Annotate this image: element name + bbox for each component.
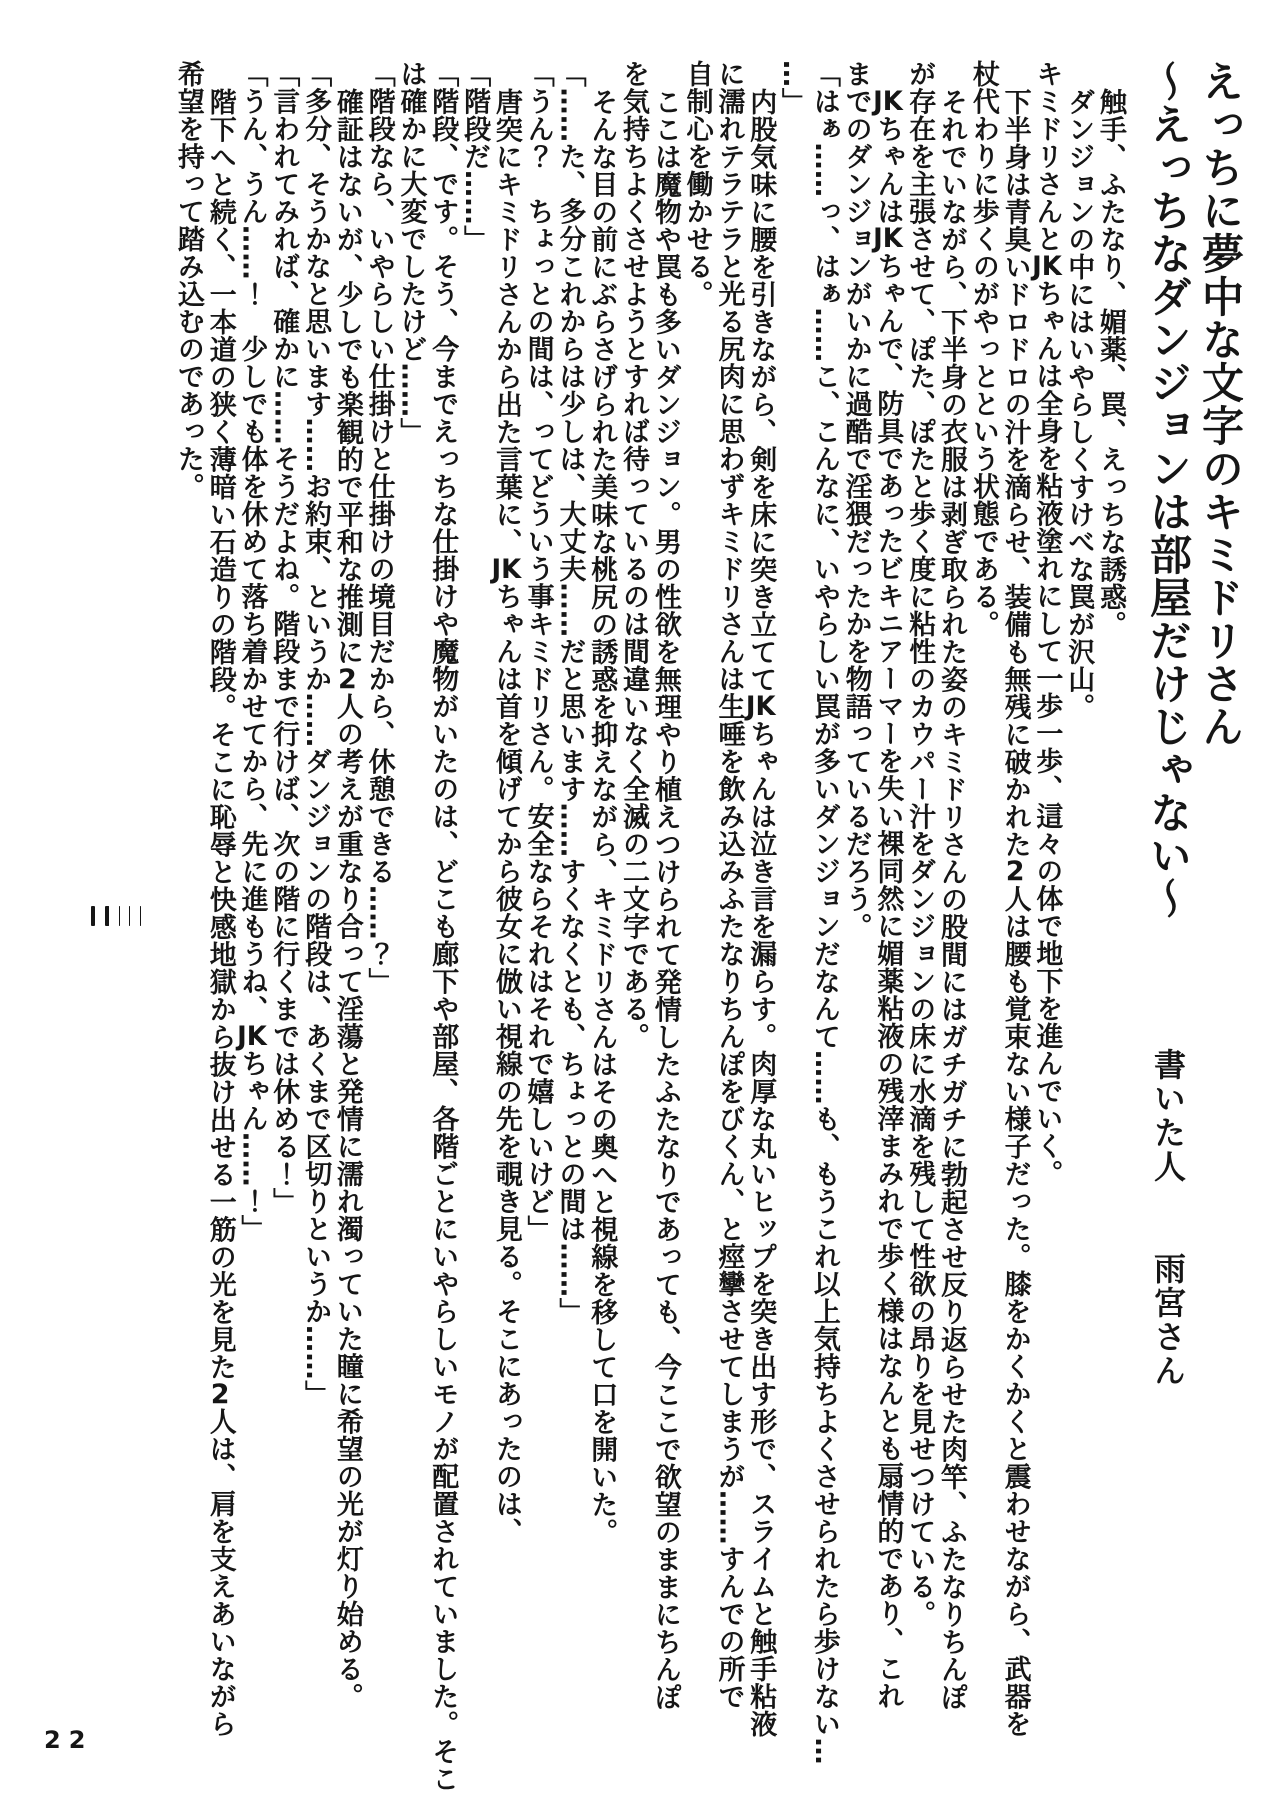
body-line: それでいながら、下半身の衣服は剥ぎ取られた姿のキミドリさんの股間にはガチガチに勃起させ反り返らせた肉竿、ふたなりちんぽ bbox=[936, 88, 968, 1711]
body-line: までのダンジョンがいかに過酷で淫猥だったかを物語っているだろう。 bbox=[840, 60, 872, 940]
body-line: が存在を主張させて、ぽた、ぽたと歩く度に粘性のカウパー汁をダンジョンの床に水滴を残して性欲の昂りを見せつけている。 bbox=[904, 60, 936, 1628]
body-line: ここは魔物や罠も多いダンジョン。男の性欲を無理やり植えつけられて発情したふたなりであっても、今ここで欲望のままにちんぽ bbox=[649, 88, 681, 1711]
body-line: は確かに大変でしたけど……」 bbox=[395, 60, 427, 445]
upright-latin: JK bbox=[491, 555, 522, 583]
body-line: 「うん？ ちょっとの間は、ってどういう事キミドリさん。安全ならそれはそれで嬉しいけど」 bbox=[522, 60, 554, 1243]
byline: 書いた人 雨宮さん bbox=[1149, 1048, 1187, 1388]
upright-latin: JK bbox=[873, 88, 903, 115]
upright-latin: JK bbox=[1032, 252, 1062, 280]
body-line: 唐突にキミドリさんから出た言葉に、JKちゃんは首を傾げてから彼女に倣い視線の先を覗き見る。そこにあったのは、 bbox=[490, 88, 522, 1545]
body-line: 「うん、うん……！ 少しでも体を休めて落ち着かせてから、先に進もうね、JKちゃん……！」 bbox=[236, 60, 268, 1242]
body-line: に濡れテラテラと光る尻肉に思わずキミドリさんは生唾を飲み込みふたなりちんぽをびくん、と痙攣させてしまうが……すんでの所で bbox=[713, 60, 745, 1710]
body-line: …」 bbox=[777, 60, 809, 115]
subtitle-text: ～えっちなダンジョンは部屋だけじゃない～ bbox=[1144, 60, 1193, 920]
body-line: 階下へと続く、一本道の狭く薄暗い石造りの階段。そこに恥辱と快感地獄から抜け出せる一筋の光を見た2人は、肩を支えあいながら bbox=[204, 88, 236, 1738]
dash-segment bbox=[91, 906, 95, 926]
title-line-2 bbox=[1142, 60, 1194, 1766]
body-line: 杖代わりに歩くのがやっとという状態である。 bbox=[967, 60, 999, 638]
body-line: 内股気味に腰を引きながら、剣を床に突き立ててJKちゃんは泣き言を漏らす。肉厚な丸いヒップを突き出す形で、スライムと触手粘液 bbox=[745, 88, 777, 1738]
upright-latin: 2 bbox=[210, 1380, 230, 1408]
upright-latin: JK bbox=[745, 693, 776, 720]
title-line-1: えっちに夢中な文字のキミドリさん bbox=[1196, 60, 1245, 748]
page-number: 22 bbox=[44, 1726, 94, 1754]
upright-latin: 2 bbox=[1005, 858, 1025, 885]
body-line: 「階段なら、いやらしい仕掛けと仕掛けの境目だから、休憩できる……？」 bbox=[363, 60, 395, 995]
body-line: 「階段だ……」 bbox=[459, 60, 491, 253]
body-line: 自制心を働かせる。 bbox=[681, 60, 713, 308]
scene-break-dashes bbox=[77, 60, 109, 1766]
upright-latin: JK bbox=[873, 225, 903, 252]
body-line: JKちゃんはJKちゃんで、防具であったビキニアーマーを失い裸同然に媚薬粘液の残滓まみれで歩く様はなんとも扇情的であり、これ bbox=[872, 88, 904, 1710]
scene-break-dashes bbox=[109, 60, 141, 1766]
body-line: 「……た、多分これからは少しは、大丈夫……だと思います……すくなくとも、ちょっとの間は……」 bbox=[554, 60, 586, 1325]
body-line: ダンジョンの中にはいやらしくすけべな罠が沢山。 bbox=[1063, 88, 1095, 721]
body-line: 希望を持って踏み込むのであった。 bbox=[172, 60, 204, 500]
upright-latin: 2 bbox=[337, 665, 357, 693]
body-line: 「言われてみれば、確かに……そうだよね。階段まで行けば、次の階に行くまでは休める！」 bbox=[268, 60, 300, 1215]
body-line: そんな目の前にぶらさげられた美味な桃尻の誘惑を抑えながら、キミドリさんはその奥へと視線を移して口を開いた。 bbox=[586, 88, 618, 1546]
body-line: 確証はないが、少しでも楽観的で平和な推測に2人の考えが重なり合って淫蕩と発情に濡れ濁っていた瞳に希望の光が灯り始める。 bbox=[331, 88, 363, 1710]
body-line: キミドリさんとJKちゃんは全身を粘液塗れにして一歩一歩、這々の体で地下を進んでいく。 bbox=[1031, 60, 1063, 1187]
body-line: 「はぁ……っ、はぁ……こ、こんなに、いやらしい罠が多いダンジョンだなんて……も、もうこれ以上気持ちよくさせられたら歩けない… bbox=[808, 60, 840, 1765]
body-line: 「多分、そうかなと思います……お約束、というか……ダンジョンの階段は、あくまで区切りというか……」 bbox=[300, 60, 332, 1408]
scene-break-dashes bbox=[140, 60, 172, 1766]
body-line: を気持ちよくさせようとすれば待っているのは間違いなく全滅の二文字である。 bbox=[618, 60, 650, 1050]
body-line: 下半身は青臭いドロドロの汁を滴らせ、装備も無残に破かれた2人は腰も覚束ない様子だった。膝をかくかくと震わせながら、武器を bbox=[999, 88, 1031, 1738]
text-block bbox=[77, 60, 1246, 1793]
dash-segment bbox=[105, 906, 109, 926]
upright-latin: JK bbox=[237, 1022, 267, 1050]
body-line: 「階段、です。そう、今までえっちな仕掛けや魔物がいたのは、どこも廊下や部屋、各階ごとにいやらしいモノが配置されていました。そこ bbox=[427, 60, 459, 1793]
body-line: 触手、ふたなり、媚薬、罠、えっちな誘惑。 bbox=[1095, 88, 1126, 638]
